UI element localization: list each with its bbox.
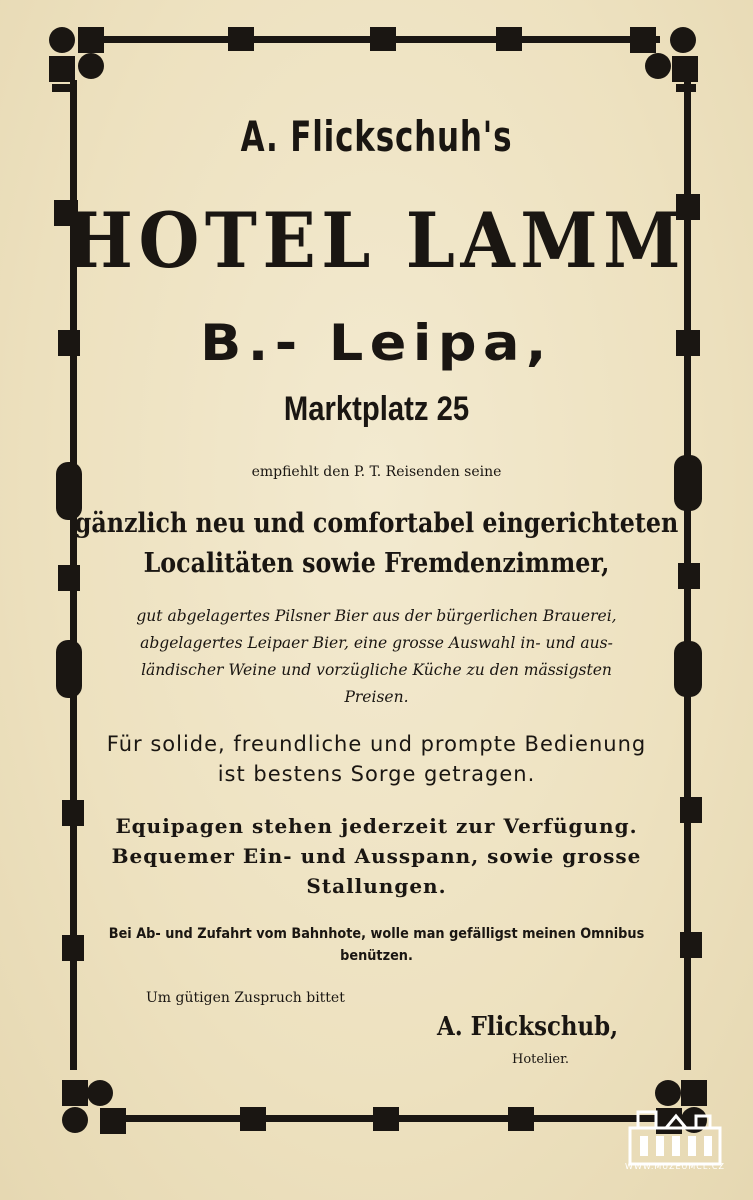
carriage-line-2: Bequemer Ein- und Ausspann, sowie grosse: [111, 844, 642, 868]
hotel-name: HOTEL LAMM: [66, 196, 687, 285]
owner-name: A. Flickschuh's: [240, 112, 513, 161]
beer-line-4: Preisen.: [344, 687, 409, 706]
omnibus-line-2: benützen.: [340, 948, 413, 964]
service-line-2: ist bestens Sorge getragen.: [217, 762, 536, 786]
museum-url: WWW.MUZEUMCL.CZ: [625, 1162, 725, 1171]
beer-line-3: ländischer Weine und vorzügliche Küche zu den mässigsten: [141, 660, 612, 679]
street-address: Marktplatz 25: [283, 390, 470, 428]
carriage-line-1: Equipagen stehen jederzeit zur Verfügung.: [115, 814, 638, 838]
beer-line-2: abgelagertes Leipaer Bier, eine grosse Auswahl in- und aus-: [140, 633, 613, 652]
intro-text: empfiehlt den P. T. Reisenden seine: [251, 464, 502, 480]
signature-title: Hotelier.: [512, 1052, 570, 1067]
service-line-1: Für solide, freundliche und prompte Bedienung: [106, 732, 647, 756]
carriage-line-3: Stallungen.: [306, 874, 447, 898]
headline-line-1: gänzlich neu und comfortabel eingerichteten: [74, 508, 679, 539]
closing-text: Um gütigen Zuspruch bittet: [146, 990, 345, 1006]
omnibus-line-1: Bei Ab- und Zufahrt vom Bahnhote, wolle man gefälligst meinen Omnibus: [108, 926, 645, 942]
headline-line-2: Localitäten sowie Fremdenzimmer,: [143, 548, 610, 579]
signature: A. Flickschub,: [437, 1012, 619, 1042]
beer-line-1: gut abgelagertes Pilsner Bier aus der bürgerlichen Brauerei,: [136, 606, 617, 625]
city-name: B.- Leipa,: [200, 314, 553, 372]
